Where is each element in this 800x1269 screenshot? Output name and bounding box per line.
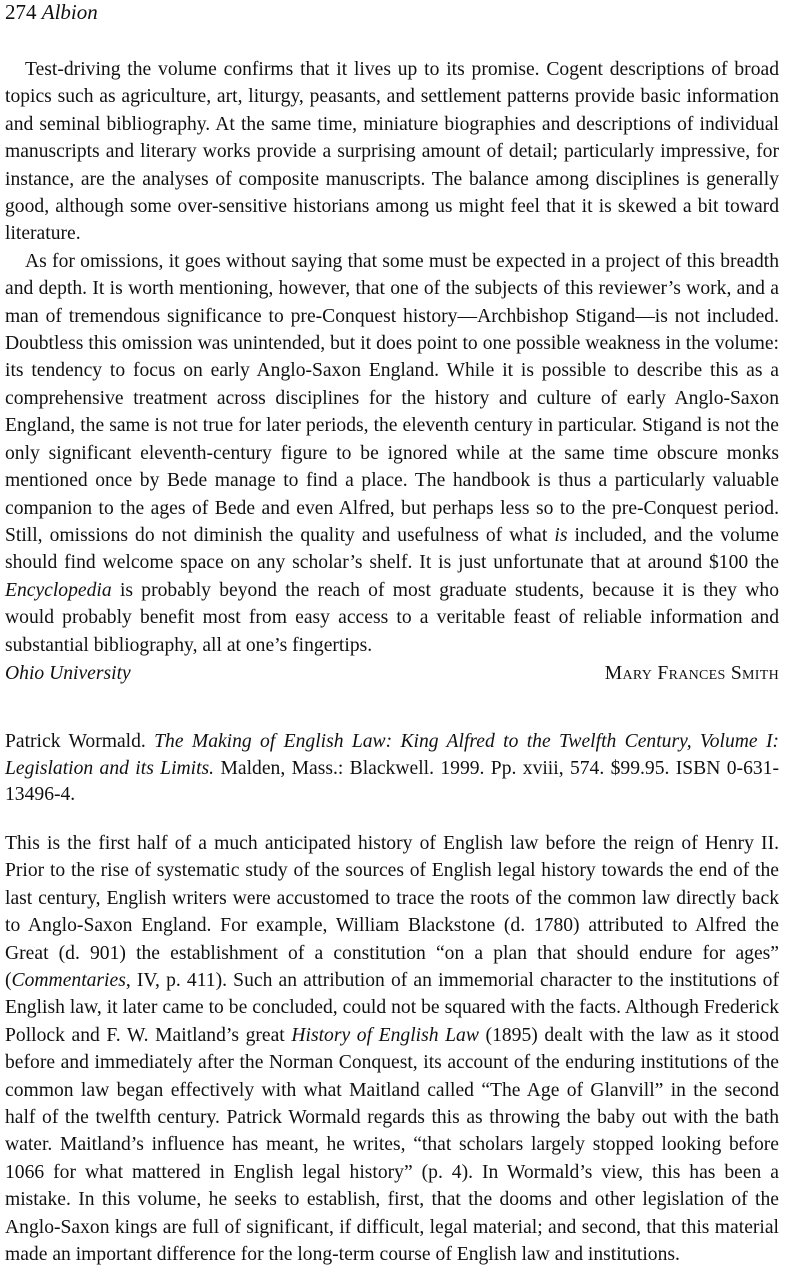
italic-text: is	[554, 524, 568, 546]
italic-text: The Making of English Law: King Alfred to the Twelfth Century, Volume I: Legislation and its Limits.	[5, 731, 779, 779]
italic-text: Commentaries	[11, 970, 126, 992]
paragraph: This is the first half of a much anticipated history of English law before the reign of Henry II. Prior to the rise of systematic study of the sources of English legal history towards the end of the last century, English writers were accustomed to trace the roots of the common law directly back to Anglo-Saxon England. For example, William Blackstone (d. 1780) attributed to Alfred the Great (d. 901) the establishment of a constitution “on a plan that should endure for ages” (Commentaries, IV, p. 411). Such an attribution of an immemorial character to the institutions of English law, it later came to be concluded, could not be squared with the facts. Although Frederick Pollock and F. W. Maitland’s great History of English Law (1895) dealt with the law as it stood before and immediately after the Norman Conquest, its account of the enduring institutions of the common law began effectively with what Maitland called “The Age of Glanvill” in the second half of the twelfth century. Patrick Wormald regards this as throwing the baby out with the bath water. Maitland’s influence has meant, he writes, “that scholars largely stopped looking before 1066 for what mattered in English legal history” (p. 4). In Wormald’s view, this has been a mistake. In this volume, he seeks to establish, first, that the dooms and other legislation of the Anglo-Saxon kings are full of significant, if difficult, legal material; and second, that this material made an important difference for the long-term course of English law and institutions.	[5, 833, 779, 1266]
paragraph: Test-driving the volume confirms that it lives up to its promise. Cogent descriptions of broad topics such as agriculture, art, liturgy, peasants, and settlement patterns provide basic information and seminal bibliography. At the same time, miniature biographies and descriptions of individual manuscripts and literary works provide a surprising amount of detail; particularly impressive, for instance, are the analyses of composite manuscripts. The balance among disciplines is generally good, although some over-sensitive historians among us might feel that it is skewed a bit toward literature.	[5, 59, 779, 245]
italic-text: History of English Law	[291, 1024, 479, 1046]
reviewer-name: Mary Frances Smith	[604, 663, 779, 684]
review-1-body	[5, 56, 779, 659]
paragraph: As for omissions, it goes without saying that some must be expected in a project of this breadth and depth. It is worth mentioning, however, that one of the subjects of this reviewer’s work, and a man of tremendous significance to pre-Conquest history—Archbishop Stigand—is not included. Doubtless this omission was unintended, but it does point to one possible weakness in the volume: its tendency to focus on early Anglo-Saxon England. While it is possible to describe this as a comprehensive treatment across disciplines for the history and culture of early Anglo-Saxon England, the same is not true for later periods, the eleventh century in particular. Stigand is not the only significant eleventh-century figure to be ignored while at the same time obscure monks mentioned once by Bede manage to find a place. The handbook is thus a particularly valuable companion to the ages of Bede and even Alfred, but perhaps less so to the pre-Conquest period. Still, omissions do not diminish the quality and usefulness of what is included, and the volume should find welcome space on any scholar’s shelf. It is just unfortunate that at around $100 the Encyclopedia is probably beyond the reach of most graduate students, because it is they who would probably benefit most from easy access to a veritable feast of reliable information and substantial bibliography, all at one’s fingertips.	[5, 250, 780, 656]
reviewer-affiliation: Ohio University	[5, 663, 131, 684]
page-number: 274	[5, 0, 37, 24]
journal-title: Albion	[41, 0, 98, 24]
running-head	[5, 0, 98, 24]
italic-text: Encyclopedia	[5, 579, 112, 601]
book-citation: Patrick Wormald. The Making of English Law: King Alfred to the Twelfth Century, Volume I: Legislation and its Limits. Malden, Mass.: Blackwell. 1999. Pp. xviii, 574. $99.95. ISBN 0-631-13496-4.	[5, 731, 780, 805]
review-2-body	[5, 830, 779, 1269]
reviewer-signature	[5, 660, 779, 687]
